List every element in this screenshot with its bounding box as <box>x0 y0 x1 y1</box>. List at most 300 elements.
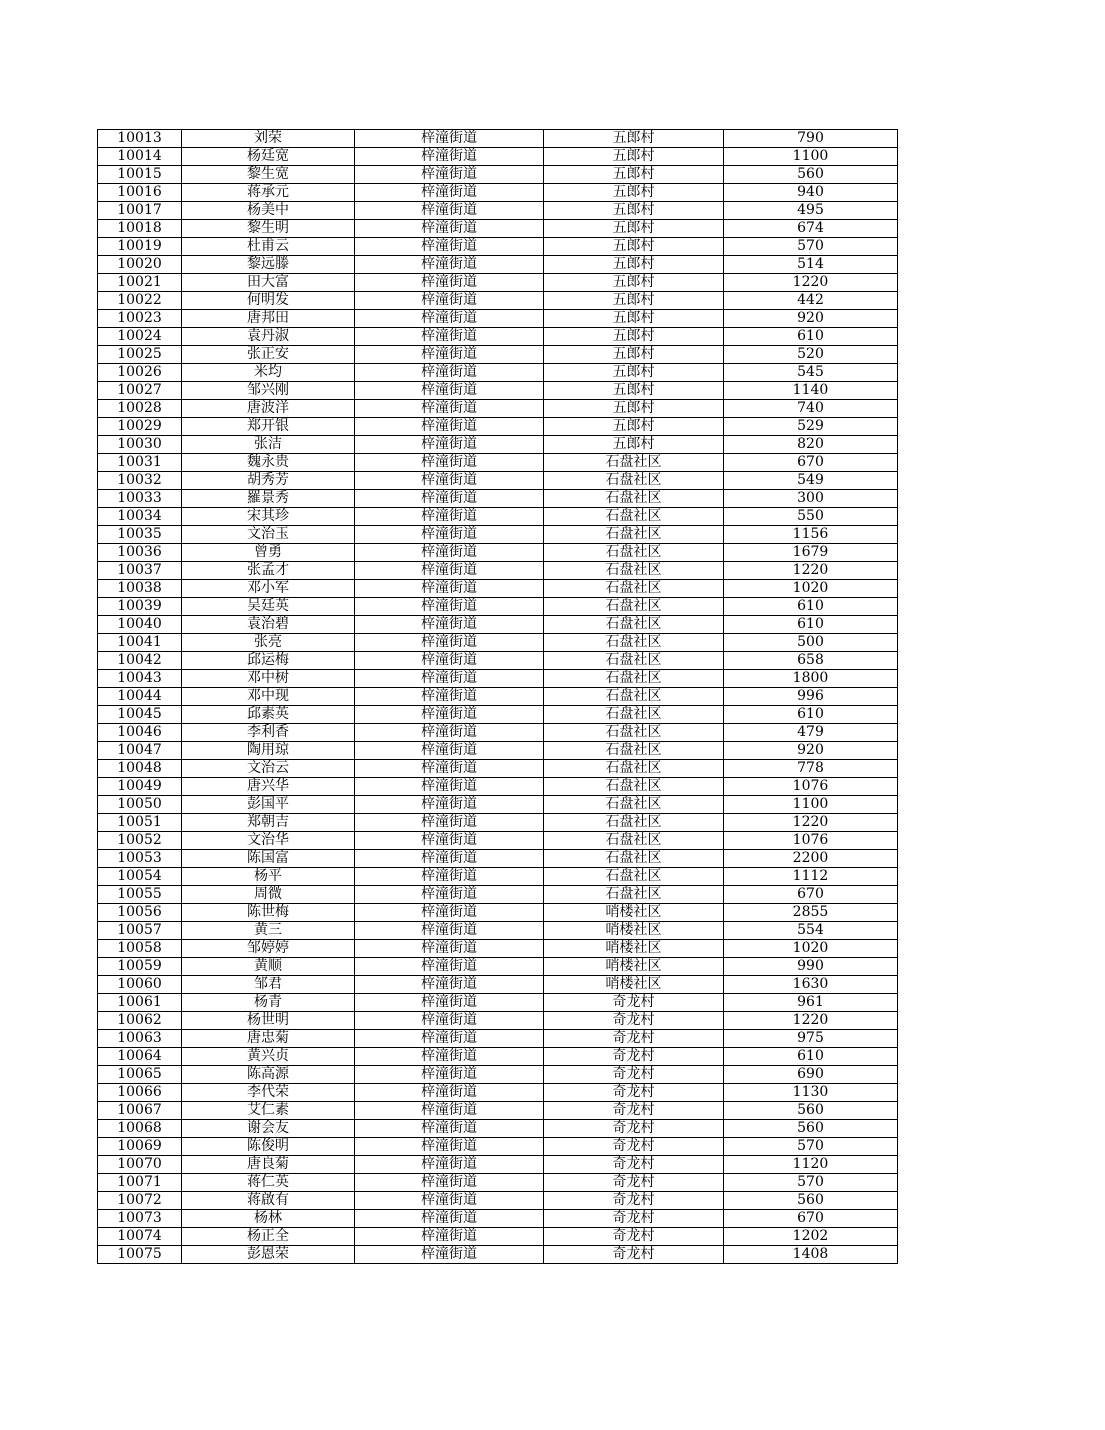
table-row <box>98 1228 898 1246</box>
cell-community: 五郎村 <box>544 310 724 328</box>
cell-community: 石盘社区 <box>544 526 724 544</box>
cell-name: 黎生宽 <box>182 166 355 184</box>
cell-community: 石盘社区 <box>544 598 724 616</box>
table-row <box>98 418 898 436</box>
table-row <box>98 670 898 688</box>
cell-name: 彭国平 <box>182 796 355 814</box>
cell-name: 李代荣 <box>182 1084 355 1102</box>
table-row <box>98 1210 898 1228</box>
cell-id: 10069 <box>98 1138 182 1156</box>
cell-subdistrict: 梓潼街道 <box>355 508 544 526</box>
cell-name: 杨世明 <box>182 1012 355 1030</box>
cell-amount: 554 <box>724 922 898 940</box>
cell-subdistrict: 梓潼街道 <box>355 724 544 742</box>
table-row <box>98 796 898 814</box>
cell-amount: 674 <box>724 220 898 238</box>
cell-community: 奇龙村 <box>544 1138 724 1156</box>
table-row <box>98 184 898 202</box>
cell-id: 10050 <box>98 796 182 814</box>
cell-id: 10015 <box>98 166 182 184</box>
cell-community: 石盘社区 <box>544 796 724 814</box>
table-row <box>98 238 898 256</box>
cell-name: 杨美中 <box>182 202 355 220</box>
cell-id: 10038 <box>98 580 182 598</box>
cell-name: 米均 <box>182 364 355 382</box>
table-row <box>98 598 898 616</box>
cell-id: 10019 <box>98 238 182 256</box>
cell-subdistrict: 梓潼街道 <box>355 328 544 346</box>
cell-amount: 1202 <box>724 1228 898 1246</box>
cell-amount: 778 <box>724 760 898 778</box>
cell-community: 哨楼社区 <box>544 922 724 940</box>
cell-name: 文治云 <box>182 760 355 778</box>
cell-community: 石盘社区 <box>544 544 724 562</box>
cell-amount: 670 <box>724 1210 898 1228</box>
cell-amount: 1076 <box>724 832 898 850</box>
cell-name: 蒋啟有 <box>182 1192 355 1210</box>
cell-community: 石盘社区 <box>544 562 724 580</box>
table-row <box>98 1102 898 1120</box>
cell-id: 10018 <box>98 220 182 238</box>
cell-community: 石盘社区 <box>544 832 724 850</box>
cell-name: 谢会友 <box>182 1120 355 1138</box>
cell-community: 石盘社区 <box>544 724 724 742</box>
cell-community: 五郎村 <box>544 292 724 310</box>
cell-subdistrict: 梓潼街道 <box>355 1030 544 1048</box>
cell-subdistrict: 梓潼街道 <box>355 166 544 184</box>
cell-community: 奇龙村 <box>544 1210 724 1228</box>
cell-community: 五郎村 <box>544 382 724 400</box>
cell-community: 石盘社区 <box>544 580 724 598</box>
cell-name: 何明发 <box>182 292 355 310</box>
cell-amount: 1140 <box>724 382 898 400</box>
cell-name: 艾仁素 <box>182 1102 355 1120</box>
cell-amount: 670 <box>724 454 898 472</box>
cell-subdistrict: 梓潼街道 <box>355 256 544 274</box>
cell-subdistrict: 梓潼街道 <box>355 652 544 670</box>
cell-subdistrict: 梓潼街道 <box>355 472 544 490</box>
cell-id: 10013 <box>98 130 182 148</box>
cell-community: 奇龙村 <box>544 1012 724 1030</box>
cell-name: 陈国富 <box>182 850 355 868</box>
cell-id: 10027 <box>98 382 182 400</box>
cell-id: 10044 <box>98 688 182 706</box>
cell-community: 奇龙村 <box>544 1066 724 1084</box>
cell-community: 五郎村 <box>544 202 724 220</box>
cell-id: 10062 <box>98 1012 182 1030</box>
cell-community: 石盘社区 <box>544 814 724 832</box>
cell-amount: 1630 <box>724 976 898 994</box>
table-row <box>98 994 898 1012</box>
cell-name: 邱运梅 <box>182 652 355 670</box>
cell-id: 10063 <box>98 1030 182 1048</box>
cell-subdistrict: 梓潼街道 <box>355 868 544 886</box>
cell-subdistrict: 梓潼街道 <box>355 922 544 940</box>
cell-amount: 570 <box>724 1138 898 1156</box>
cell-name: 宋其珍 <box>182 508 355 526</box>
cell-community: 五郎村 <box>544 364 724 382</box>
cell-amount: 1220 <box>724 274 898 292</box>
cell-community: 石盘社区 <box>544 490 724 508</box>
cell-community: 奇龙村 <box>544 1192 724 1210</box>
cell-amount: 479 <box>724 724 898 742</box>
cell-id: 10051 <box>98 814 182 832</box>
cell-community: 奇龙村 <box>544 1246 724 1264</box>
cell-name: 曾勇 <box>182 544 355 562</box>
cell-subdistrict: 梓潼街道 <box>355 1012 544 1030</box>
table-row <box>98 814 898 832</box>
cell-community: 石盘社区 <box>544 706 724 724</box>
cell-subdistrict: 梓潼街道 <box>355 904 544 922</box>
cell-community: 五郎村 <box>544 400 724 418</box>
cell-amount: 550 <box>724 508 898 526</box>
cell-amount: 560 <box>724 166 898 184</box>
cell-name: 张孟才 <box>182 562 355 580</box>
table-row <box>98 724 898 742</box>
cell-name: 黄顺 <box>182 958 355 976</box>
cell-subdistrict: 梓潼街道 <box>355 130 544 148</box>
cell-subdistrict: 梓潼街道 <box>355 436 544 454</box>
table-row <box>98 832 898 850</box>
cell-name: 陈世梅 <box>182 904 355 922</box>
cell-id: 10048 <box>98 760 182 778</box>
cell-name: 张洁 <box>182 436 355 454</box>
table-row <box>98 634 898 652</box>
cell-subdistrict: 梓潼街道 <box>355 1228 544 1246</box>
table-row <box>98 328 898 346</box>
cell-amount: 790 <box>724 130 898 148</box>
cell-subdistrict: 梓潼街道 <box>355 490 544 508</box>
cell-id: 10031 <box>98 454 182 472</box>
cell-id: 10040 <box>98 616 182 634</box>
cell-name: 袁治碧 <box>182 616 355 634</box>
cell-id: 10056 <box>98 904 182 922</box>
cell-amount: 560 <box>724 1120 898 1138</box>
cell-amount: 1220 <box>724 814 898 832</box>
cell-id: 10061 <box>98 994 182 1012</box>
cell-name: 黎生明 <box>182 220 355 238</box>
cell-community: 五郎村 <box>544 256 724 274</box>
cell-name: 邓中现 <box>182 688 355 706</box>
cell-amount: 1220 <box>724 562 898 580</box>
cell-name: 蒋仁英 <box>182 1174 355 1192</box>
cell-amount: 990 <box>724 958 898 976</box>
cell-name: 邹兴刚 <box>182 382 355 400</box>
cell-amount: 300 <box>724 490 898 508</box>
cell-amount: 920 <box>724 742 898 760</box>
table-row <box>98 454 898 472</box>
cell-id: 10014 <box>98 148 182 166</box>
cell-amount: 610 <box>724 1048 898 1066</box>
cell-subdistrict: 梓潼街道 <box>355 202 544 220</box>
cell-community: 奇龙村 <box>544 1102 724 1120</box>
cell-id: 10024 <box>98 328 182 346</box>
cell-community: 奇龙村 <box>544 1156 724 1174</box>
cell-amount: 610 <box>724 598 898 616</box>
cell-amount: 670 <box>724 886 898 904</box>
cell-id: 10043 <box>98 670 182 688</box>
cell-amount: 610 <box>724 328 898 346</box>
cell-subdistrict: 梓潼街道 <box>355 400 544 418</box>
cell-amount: 495 <box>724 202 898 220</box>
cell-id: 10059 <box>98 958 182 976</box>
cell-amount: 529 <box>724 418 898 436</box>
cell-name: 胡秀芳 <box>182 472 355 490</box>
cell-amount: 961 <box>724 994 898 1012</box>
cell-community: 五郎村 <box>544 148 724 166</box>
cell-subdistrict: 梓潼街道 <box>355 796 544 814</box>
table-row <box>98 310 898 328</box>
cell-subdistrict: 梓潼街道 <box>355 562 544 580</box>
cell-name: 邱素英 <box>182 706 355 724</box>
cell-community: 五郎村 <box>544 238 724 256</box>
cell-community: 五郎村 <box>544 418 724 436</box>
cell-name: 周微 <box>182 886 355 904</box>
table-row <box>98 166 898 184</box>
cell-subdistrict: 梓潼街道 <box>355 598 544 616</box>
cell-amount: 740 <box>724 400 898 418</box>
table-row <box>98 1138 898 1156</box>
cell-amount: 1408 <box>724 1246 898 1264</box>
cell-id: 10073 <box>98 1210 182 1228</box>
cell-community: 五郎村 <box>544 436 724 454</box>
table-row <box>98 886 898 904</box>
cell-name: 文治华 <box>182 832 355 850</box>
cell-id: 10021 <box>98 274 182 292</box>
cell-amount: 1679 <box>724 544 898 562</box>
table-row <box>98 1192 898 1210</box>
cell-amount: 996 <box>724 688 898 706</box>
cell-amount: 610 <box>724 706 898 724</box>
cell-id: 10036 <box>98 544 182 562</box>
cell-subdistrict: 梓潼街道 <box>355 1084 544 1102</box>
cell-subdistrict: 梓潼街道 <box>355 670 544 688</box>
cell-community: 五郎村 <box>544 220 724 238</box>
cell-amount: 2855 <box>724 904 898 922</box>
cell-id: 10045 <box>98 706 182 724</box>
table-row <box>98 922 898 940</box>
table-row <box>98 490 898 508</box>
cell-name: 黄三 <box>182 922 355 940</box>
table-row <box>98 220 898 238</box>
cell-amount: 610 <box>724 616 898 634</box>
cell-subdistrict: 梓潼街道 <box>355 1048 544 1066</box>
cell-subdistrict: 梓潼街道 <box>355 1156 544 1174</box>
cell-amount: 1100 <box>724 796 898 814</box>
cell-id: 10060 <box>98 976 182 994</box>
cell-subdistrict: 梓潼街道 <box>355 1246 544 1264</box>
table-row <box>98 868 898 886</box>
cell-subdistrict: 梓潼街道 <box>355 580 544 598</box>
cell-subdistrict: 梓潼街道 <box>355 832 544 850</box>
table-row <box>98 688 898 706</box>
data-table <box>97 129 898 1264</box>
table-body <box>98 130 898 1264</box>
cell-name: 李利香 <box>182 724 355 742</box>
cell-amount: 560 <box>724 1192 898 1210</box>
cell-name: 唐忠菊 <box>182 1030 355 1048</box>
cell-subdistrict: 梓潼街道 <box>355 994 544 1012</box>
cell-community: 石盘社区 <box>544 652 724 670</box>
cell-community: 石盘社区 <box>544 688 724 706</box>
cell-community: 奇龙村 <box>544 1030 724 1048</box>
cell-subdistrict: 梓潼街道 <box>355 886 544 904</box>
cell-subdistrict: 梓潼街道 <box>355 760 544 778</box>
cell-name: 蒋承元 <box>182 184 355 202</box>
cell-subdistrict: 梓潼街道 <box>355 688 544 706</box>
cell-name: 杨平 <box>182 868 355 886</box>
cell-community: 石盘社区 <box>544 742 724 760</box>
table-row <box>98 1030 898 1048</box>
cell-community: 哨楼社区 <box>544 904 724 922</box>
cell-name: 吴廷英 <box>182 598 355 616</box>
cell-subdistrict: 梓潼街道 <box>355 1210 544 1228</box>
cell-id: 10065 <box>98 1066 182 1084</box>
table-row <box>98 400 898 418</box>
cell-name: 唐兴华 <box>182 778 355 796</box>
cell-id: 10071 <box>98 1174 182 1192</box>
cell-id: 10057 <box>98 922 182 940</box>
cell-amount: 570 <box>724 238 898 256</box>
cell-name: 黎远滕 <box>182 256 355 274</box>
cell-subdistrict: 梓潼街道 <box>355 1192 544 1210</box>
cell-community: 石盘社区 <box>544 616 724 634</box>
cell-id: 10037 <box>98 562 182 580</box>
table-row <box>98 760 898 778</box>
cell-id: 10072 <box>98 1192 182 1210</box>
table-row <box>98 1084 898 1102</box>
cell-community: 石盘社区 <box>544 778 724 796</box>
cell-amount: 520 <box>724 346 898 364</box>
cell-subdistrict: 梓潼街道 <box>355 526 544 544</box>
cell-amount: 2200 <box>724 850 898 868</box>
table-row <box>98 1120 898 1138</box>
table-row <box>98 472 898 490</box>
cell-name: 唐波洋 <box>182 400 355 418</box>
cell-amount: 1100 <box>724 148 898 166</box>
cell-subdistrict: 梓潼街道 <box>355 184 544 202</box>
cell-id: 10035 <box>98 526 182 544</box>
cell-amount: 549 <box>724 472 898 490</box>
table-row <box>98 580 898 598</box>
cell-amount: 1112 <box>724 868 898 886</box>
cell-subdistrict: 梓潼街道 <box>355 220 544 238</box>
cell-community: 五郎村 <box>544 184 724 202</box>
table-row <box>98 1246 898 1264</box>
cell-name: 郑朝吉 <box>182 814 355 832</box>
cell-community: 奇龙村 <box>544 1228 724 1246</box>
cell-amount: 1020 <box>724 580 898 598</box>
table-row <box>98 292 898 310</box>
cell-amount: 1020 <box>724 940 898 958</box>
cell-name: 杨林 <box>182 1210 355 1228</box>
cell-community: 五郎村 <box>544 346 724 364</box>
cell-amount: 1130 <box>724 1084 898 1102</box>
cell-id: 10022 <box>98 292 182 310</box>
cell-subdistrict: 梓潼街道 <box>355 1138 544 1156</box>
table-row <box>98 1156 898 1174</box>
table-row <box>98 274 898 292</box>
cell-community: 奇龙村 <box>544 1084 724 1102</box>
cell-name: 邹婷婷 <box>182 940 355 958</box>
cell-amount: 560 <box>724 1102 898 1120</box>
cell-name: 陈俊明 <box>182 1138 355 1156</box>
cell-community: 奇龙村 <box>544 1048 724 1066</box>
cell-id: 10017 <box>98 202 182 220</box>
cell-id: 10034 <box>98 508 182 526</box>
cell-community: 石盘社区 <box>544 670 724 688</box>
cell-name: 彭恩荣 <box>182 1246 355 1264</box>
table-row <box>98 526 898 544</box>
cell-community: 奇龙村 <box>544 1174 724 1192</box>
cell-id: 10042 <box>98 652 182 670</box>
cell-id: 10023 <box>98 310 182 328</box>
cell-name: 唐良菊 <box>182 1156 355 1174</box>
cell-id: 10030 <box>98 436 182 454</box>
cell-subdistrict: 梓潼街道 <box>355 616 544 634</box>
table-row <box>98 706 898 724</box>
cell-name: 杜甫云 <box>182 238 355 256</box>
cell-id: 10046 <box>98 724 182 742</box>
cell-name: 邓中树 <box>182 670 355 688</box>
cell-subdistrict: 梓潼街道 <box>355 238 544 256</box>
cell-id: 10020 <box>98 256 182 274</box>
cell-subdistrict: 梓潼街道 <box>355 976 544 994</box>
cell-name: 陶用琼 <box>182 742 355 760</box>
cell-id: 10025 <box>98 346 182 364</box>
cell-amount: 658 <box>724 652 898 670</box>
cell-community: 五郎村 <box>544 166 724 184</box>
table-row <box>98 742 898 760</box>
cell-subdistrict: 梓潼街道 <box>355 850 544 868</box>
cell-name: 邹君 <box>182 976 355 994</box>
cell-name: 杨廷宽 <box>182 148 355 166</box>
cell-name: 陈高源 <box>182 1066 355 1084</box>
cell-name: 郑开银 <box>182 418 355 436</box>
table-row <box>98 850 898 868</box>
table-row <box>98 1048 898 1066</box>
cell-subdistrict: 梓潼街道 <box>355 778 544 796</box>
cell-amount: 1220 <box>724 1012 898 1030</box>
cell-name: 羅景秀 <box>182 490 355 508</box>
cell-name: 张亮 <box>182 634 355 652</box>
table-row <box>98 616 898 634</box>
cell-subdistrict: 梓潼街道 <box>355 634 544 652</box>
cell-subdistrict: 梓潼街道 <box>355 292 544 310</box>
cell-amount: 1156 <box>724 526 898 544</box>
cell-amount: 545 <box>724 364 898 382</box>
cell-amount: 570 <box>724 1174 898 1192</box>
cell-id: 10033 <box>98 490 182 508</box>
table-row <box>98 958 898 976</box>
cell-amount: 514 <box>724 256 898 274</box>
table-row <box>98 130 898 148</box>
cell-name: 文治玉 <box>182 526 355 544</box>
cell-amount: 1800 <box>724 670 898 688</box>
table-row <box>98 1012 898 1030</box>
table-row <box>98 976 898 994</box>
cell-community: 石盘社区 <box>544 886 724 904</box>
cell-community: 石盘社区 <box>544 508 724 526</box>
cell-subdistrict: 梓潼街道 <box>355 310 544 328</box>
cell-subdistrict: 梓潼街道 <box>355 1120 544 1138</box>
cell-id: 10074 <box>98 1228 182 1246</box>
cell-name: 刘荣 <box>182 130 355 148</box>
cell-community: 石盘社区 <box>544 850 724 868</box>
cell-subdistrict: 梓潼街道 <box>355 364 544 382</box>
cell-id: 10041 <box>98 634 182 652</box>
cell-name: 袁丹淑 <box>182 328 355 346</box>
